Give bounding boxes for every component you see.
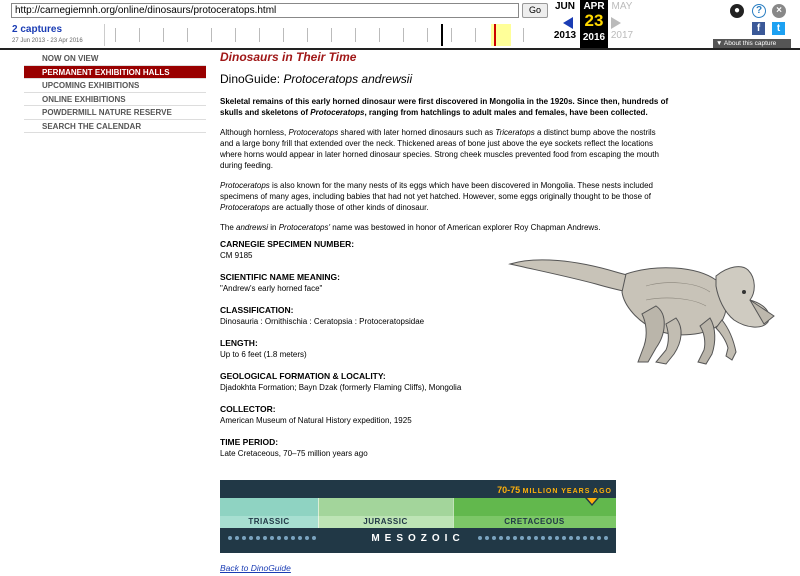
p2-text-a: is also known for the many nests of its eggs which have been discovered in Mongolia. These nests included specimens of many ages, including babies that had not yet hatched. However, some eggs originally thought to be those of (220, 181, 653, 201)
capture-sparkline[interactable] (104, 24, 546, 46)
timeline-period-triassic (220, 498, 318, 528)
next-arrow-icon (611, 17, 621, 29)
timeline-age-label: MILLION YEARS AGO (522, 488, 612, 495)
p3-text-c: name was bestowed in honor of American explorer Roy Chapman Andrews. (330, 223, 601, 232)
twitter-icon[interactable]: t (772, 22, 785, 35)
user-icon[interactable]: ● (730, 4, 744, 18)
field-value: American Museum of Natural History expedition, 1925 (220, 416, 412, 425)
timeline-age (497, 485, 612, 495)
field-value: Late Cretaceous, 70–75 million years ago (220, 449, 368, 458)
nav-item-online-exhibitions[interactable]: ONLINE EXHIBITIONS (24, 93, 206, 107)
about-capture-button[interactable] (713, 39, 791, 48)
nav-item-now-on-view[interactable]: NOW ON VIEW (24, 52, 206, 66)
p1-text-c: a distinct bump above the nostrils and a large bony frill that extended over the neck. Thickened areas of bone just above the eye sockets reflect the locations where horns would appear in later horned dinosaur species. Strong cheek muscles prevented food from escaping the mouth during feeding. (220, 128, 659, 170)
paragraph-name (220, 222, 670, 233)
page-title-prefix: DinoGuide: (220, 72, 284, 86)
field-value: Djadokhta Formation; Bayn Dzak (formerly Flaming Cliffs), Mongolia (220, 383, 462, 392)
field-value: CM 9185 (220, 251, 253, 260)
timeline-marker-fill (587, 498, 597, 504)
p1-text-a: Although hornless, (220, 128, 289, 137)
period-label: CRETACEOUS (504, 517, 565, 526)
intro-paragraph (220, 96, 670, 118)
field-label: TIME PERIOD: (220, 437, 279, 447)
field-label: LENGTH: (220, 338, 258, 348)
period-divider (453, 498, 454, 528)
p2-emphasis-1: Protoceratops (220, 181, 270, 190)
close-icon[interactable]: × (772, 4, 786, 18)
current-day: 23 (584, 11, 604, 30)
captures-link[interactable]: 2 captures (12, 24, 63, 35)
url-input[interactable]: http://carnegiemnh.org/online/dinosaurs/protoceratops.html (11, 3, 519, 18)
timeline-dots-right (478, 536, 608, 542)
p2-emphasis-2: Protoceratops (220, 203, 270, 212)
chevron-down-icon: ▼ (716, 40, 723, 47)
timeline-era: MESOZOIC (371, 533, 465, 544)
p3-emphasis-2: Protoceratops' (278, 223, 331, 232)
timeline-period-jurassic (318, 498, 453, 528)
intro-emphasis: Protoceratops (310, 108, 365, 117)
paragraph-nests (220, 180, 670, 213)
timeline-age-number: 70-75 (497, 485, 521, 495)
field-formation-locality (220, 371, 670, 404)
next-month: MAY (611, 1, 633, 12)
go-button[interactable]: Go (522, 3, 548, 18)
prev-year: 2013 (553, 30, 577, 41)
period-label: JURASSIC (363, 517, 408, 526)
field-value: "Andrew's early horned face" (220, 284, 323, 293)
capture-range: 27 Jun 2013 - 23 Apr 2016 (12, 38, 83, 44)
current-capture (580, 0, 608, 48)
paragraph-anatomy (220, 127, 670, 171)
p2-text-b: are actually those of other kinds of dinosaur. (269, 203, 429, 212)
about-capture-label: About this capture (723, 40, 777, 47)
p3-text-b: in (268, 223, 279, 232)
site-title: Dinosaurs in Their Time (220, 50, 357, 64)
nav-item-upcoming-exhibitions[interactable]: UPCOMING EXHIBITIONS (24, 79, 206, 93)
facebook-icon[interactable]: f (752, 22, 765, 35)
p3-emphasis-1: andrewsi (236, 223, 269, 232)
field-label: COLLECTOR: (220, 404, 276, 414)
left-nav (24, 52, 206, 133)
p1-emphasis-2: Triceratops (495, 128, 535, 137)
field-label: CARNEGIE SPECIMEN NUMBER: (220, 239, 355, 249)
intro-text-2: , ranging from hatchlings to adult males and females, have been collected. (364, 108, 648, 117)
intro-text-1: Skeletal remains of this early horned dinosaur were first discovered in Mongolia in the 1920s. Since then, hundreds of skulls and skeletons of (220, 97, 669, 117)
period-divider (318, 498, 319, 528)
nav-item-permanent-exhibition-halls[interactable]: PERMANENT EXHIBITION HALLS (24, 66, 206, 80)
protoceratops-illustration (506, 250, 776, 370)
page-title-species: Protoceratops andrewsii (283, 72, 413, 86)
nav-item-search-the-calendar[interactable]: SEARCH THE CALENDAR (24, 120, 206, 134)
capture-bar-2013[interactable] (441, 24, 443, 46)
field-collector (220, 404, 670, 437)
field-label: CLASSIFICATION: (220, 305, 294, 315)
prev-arrow-icon[interactable] (563, 17, 573, 29)
field-time-period (220, 437, 670, 470)
field-value: Up to 6 feet (1.8 meters) (220, 350, 307, 359)
p3-text-a: The (220, 223, 237, 232)
period-label: TRIASSIC (248, 517, 290, 526)
page-title (220, 74, 670, 85)
current-year: 2016 (582, 32, 606, 43)
next-year: 2017 (610, 30, 634, 41)
back-to-dinoguide-link[interactable]: Back to DinoGuide (220, 563, 291, 573)
geologic-timeline (220, 480, 616, 553)
current-month: APR (583, 1, 605, 12)
p1-text-b: shared with later horned dinosaurs such as (338, 128, 496, 137)
nav-item-powdermill-nature-reserve[interactable]: POWDERMILL NATURE RESERVE (24, 106, 206, 120)
field-label: GEOLOGICAL FORMATION & LOCALITY: (220, 371, 386, 381)
prev-month: JUN (554, 1, 575, 12)
wayback-toolbar (0, 0, 800, 50)
capture-bar-2016[interactable] (494, 24, 496, 46)
p1-emphasis-1: Protoceratops (288, 128, 339, 137)
help-icon[interactable]: ? (752, 4, 766, 18)
field-label: SCIENTIFIC NAME MEANING: (220, 272, 340, 282)
field-value: Dinosauria : Ornithischia : Ceratopsia : Protoceratopsidae (220, 317, 425, 326)
